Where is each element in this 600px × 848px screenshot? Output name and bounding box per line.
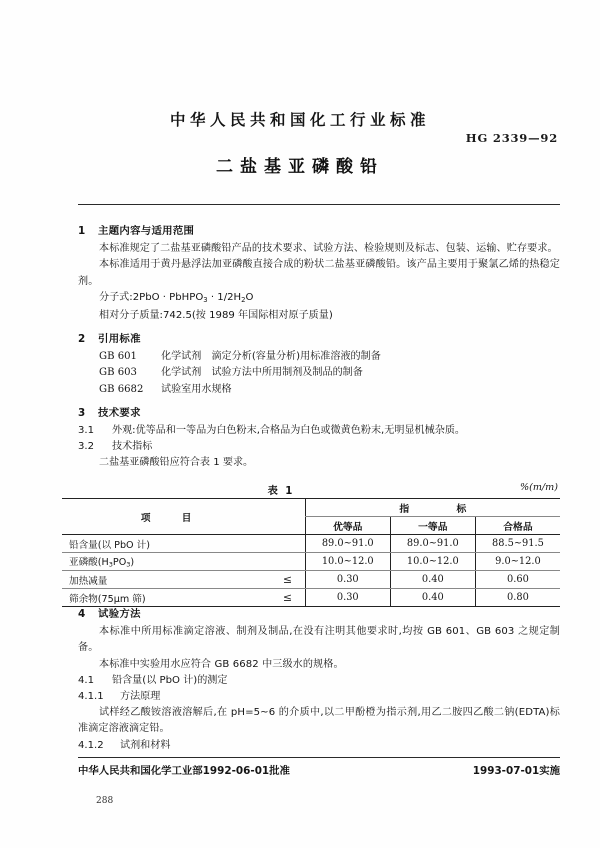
section-3-2-text: 二盐基亚磷酸铅应符合表 1 要求。 xyxy=(99,457,254,469)
section-4-1-1-line xyxy=(78,689,560,705)
section-4-number: 4 xyxy=(78,608,86,620)
table-row xyxy=(62,589,560,607)
header-divider xyxy=(78,204,560,205)
row-item-name: 筛余物(75μm 筛) xyxy=(62,589,270,607)
section-3-1-line xyxy=(78,423,560,439)
column-header-grade-qualified: 合格品 xyxy=(475,517,560,535)
section-1-number: 1 xyxy=(78,225,86,237)
section-4-1-2-line xyxy=(78,738,560,754)
row-operator: ≤ xyxy=(270,571,305,589)
section-4-1-2-title: 试剂和材料 xyxy=(120,739,171,751)
masthead xyxy=(0,108,600,130)
table-caption: 表 1 xyxy=(267,486,295,497)
row-value-premium: 10.0~12.0 xyxy=(305,553,390,571)
document-body-lower xyxy=(78,606,560,754)
document-body xyxy=(78,216,560,472)
row-value-qualified: 0.60 xyxy=(475,571,560,589)
table-row xyxy=(62,571,560,589)
row-value-premium: 0.30 xyxy=(305,589,390,607)
approval-text: 中华人民共和国化学工业部1992-06-01批准 xyxy=(78,765,290,777)
row-operator: ≤ xyxy=(270,589,305,607)
section-3-heading xyxy=(78,405,560,421)
section-1-paragraph-2: 本标准适用于黄丹悬浮法加亚磷酸直接合成的粉状二盐基亚磷酸铅。该产品主要用于聚氯乙烯的热稳定剂。 xyxy=(78,259,560,287)
section-1-paragraph-1: 本标准规定了二盐基亚磷酸铅产品的技术要求、试验方法、检验规则及标志、包装、运输、贮存要求。 xyxy=(99,243,558,255)
row-value-premium: 89.0~91.0 xyxy=(305,535,390,553)
section-4-heading xyxy=(78,606,560,622)
row-value-qualified: 0.80 xyxy=(475,589,560,607)
table-header-row-1 xyxy=(62,499,560,517)
reference-item xyxy=(78,349,560,365)
molecular-formula-line xyxy=(78,290,560,308)
row-value-premium: 0.30 xyxy=(305,571,390,589)
row-item-name: 加热减量 xyxy=(62,571,270,589)
page-number: 288 xyxy=(96,796,114,806)
molecular-formula-value: 2PbO · PbHPO$_3$ · $1/2H_2O$ xyxy=(132,291,254,304)
section-3-number: 3 xyxy=(78,406,86,419)
row-value-first: 0.40 xyxy=(390,589,475,607)
spec-table-container xyxy=(62,482,560,607)
table-row xyxy=(62,535,560,553)
section-2-title: 引用标准 xyxy=(98,333,141,345)
reference-code: GB 6682 xyxy=(99,383,144,395)
reference-name: 化学试剂 滴定分析(容量分析)用标准溶液的制备 xyxy=(161,351,381,363)
specification-table xyxy=(62,498,560,607)
row-item-name: 亚磷酸$(H_3PO_3)$ xyxy=(62,553,270,571)
section-4-1-1-number: 4.1.1 xyxy=(78,691,104,703)
row-value-qualified: 88.5~91.5 xyxy=(475,535,560,553)
document-title: 二盐基亚磷酸铅 xyxy=(216,157,384,177)
section-1-title: 主题内容与适用范围 xyxy=(98,225,195,237)
section-4-paragraph-2: 本标准中实验用水应符合 GB 6682 中三级水的规格。 xyxy=(99,658,344,670)
column-header-item: 项 目 xyxy=(62,499,270,535)
row-value-qualified: 9.0~12.0 xyxy=(475,553,560,571)
section-4-1-title: 铅含量(以 PbO 计)的测定 xyxy=(112,674,228,686)
column-header-grade-premium: 优等品 xyxy=(305,517,390,535)
row-operator xyxy=(270,535,305,553)
section-1-heading xyxy=(78,223,560,239)
row-item-name: 铅含量(以 PbO 计) xyxy=(62,535,270,553)
column-header-grade-first: 一等品 xyxy=(390,517,475,535)
footer-divider xyxy=(78,757,560,758)
section-4-1-2-number: 4.1.2 xyxy=(78,739,104,751)
reference-name: 化学试剂 试验方法中所用制剂及制品的制备 xyxy=(161,367,363,379)
section-3-2-number: 3.2 xyxy=(78,441,95,453)
page-footer xyxy=(78,762,560,777)
section-3-1-text: 外观:优等品和一等品为白色粉末,合格品为白色或微黄色粉末,无明显机械杂质。 xyxy=(112,425,466,437)
row-operator xyxy=(270,553,305,571)
implementation-text: 1993-07-01实施 xyxy=(472,765,560,777)
section-3-2-line xyxy=(78,439,560,455)
row-value-first: 0.40 xyxy=(390,571,475,589)
column-header-spec: 指 标 xyxy=(305,499,560,517)
reference-name: 试验室用水规格 xyxy=(161,383,232,395)
reference-item xyxy=(78,382,560,398)
standard-number xyxy=(466,131,558,145)
molecular-mass-value: 742.5(按 1989 年国际相对原子质量) xyxy=(162,309,333,321)
masthead-title: 中华人民共和国化工行业标准 xyxy=(169,111,430,129)
section-2-heading xyxy=(78,331,560,347)
section-4-1-number: 4.1 xyxy=(78,674,95,686)
molecular-formula-label: 分子式: xyxy=(99,291,133,303)
section-4-1-1-title: 方法原理 xyxy=(120,691,161,703)
section-4-paragraph-1: 本标准中所用标准滴定溶液、制剂及制品,在没有注明其他要求时,均按 GB 601、GB 603 之规定制备。 xyxy=(78,626,560,654)
reference-code: GB 601 xyxy=(99,351,137,363)
section-4-1-line xyxy=(78,673,560,689)
section-3-2-title: 技术指标 xyxy=(112,441,153,453)
row-value-first: 10.0~12.0 xyxy=(390,553,475,571)
standard-number-text: HG 2339—92 xyxy=(465,131,558,145)
row-value-first: 89.0~91.0 xyxy=(390,535,475,553)
column-header-item-operator xyxy=(270,499,305,535)
reference-code: GB 603 xyxy=(99,367,137,379)
molecular-mass-label: 相对分子质量: xyxy=(99,309,163,321)
section-2-number: 2 xyxy=(78,333,86,345)
table-row xyxy=(62,553,560,571)
section-3-title: 技术要求 xyxy=(98,406,141,419)
section-3-1-number: 3.1 xyxy=(78,425,95,437)
section-4-1-1-text: 试样经乙酸铵溶液溶解后,在 pH=5~6 的介质中,以二甲酚橙为指示剂,用乙二胺四乙酸二钠(EDTA)标准滴定溶液滴定铅。 xyxy=(78,707,560,735)
section-4-title: 试验方法 xyxy=(98,608,141,620)
table-unit-label: %(m/m) xyxy=(519,482,558,493)
reference-item xyxy=(78,365,560,381)
molecular-mass-line xyxy=(78,308,560,324)
